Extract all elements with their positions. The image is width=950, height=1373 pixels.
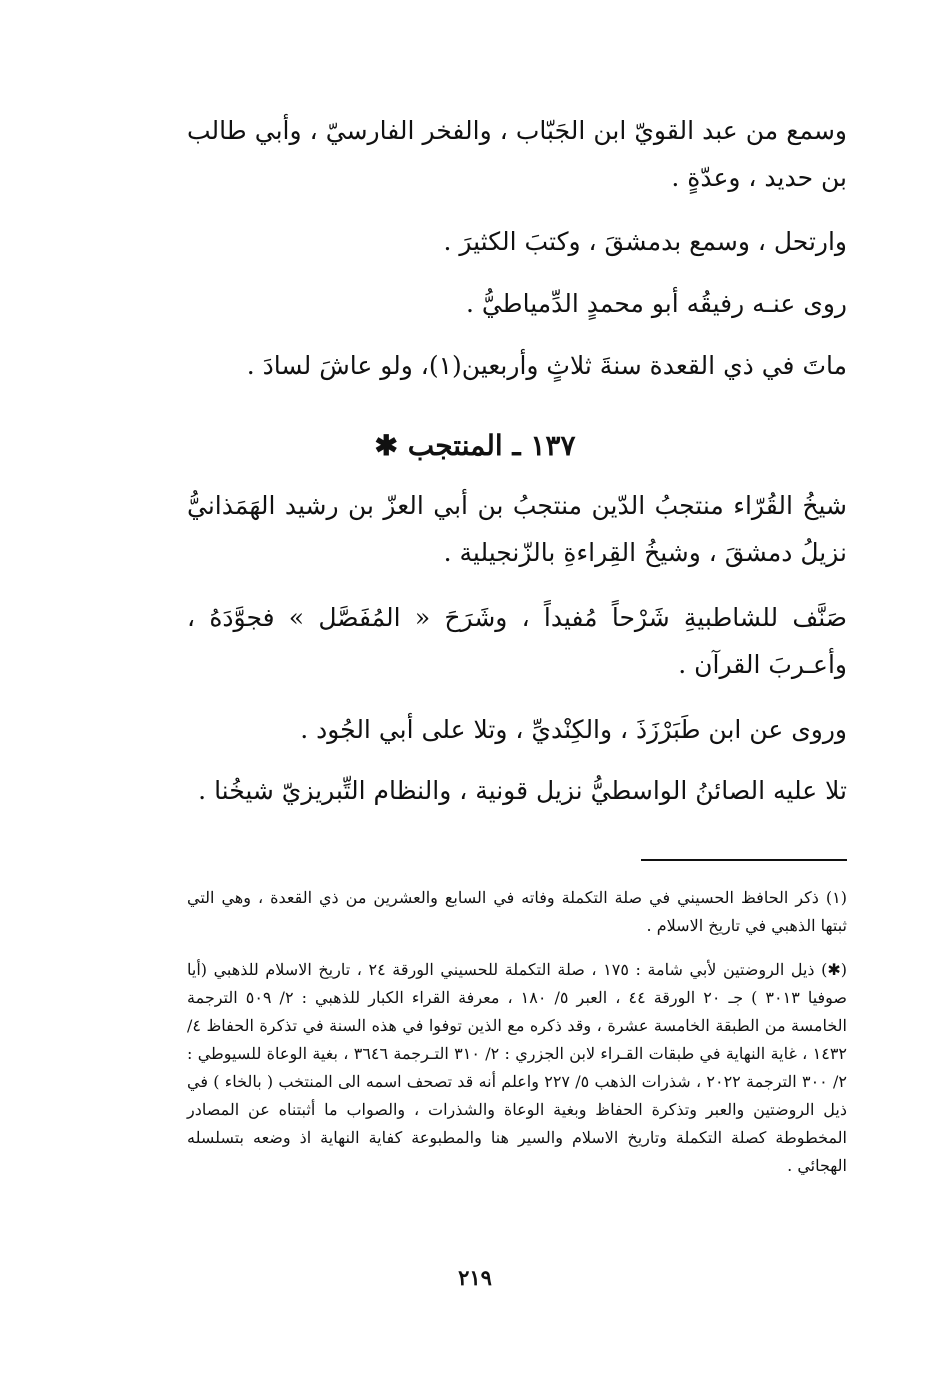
footnote-divider (641, 859, 847, 861)
paragraph-entry-works: صَنَّف للشاطبيةِ شَرْحاً مُفيداً ، وشَرَحَ « المُفَصَّل » فجوَّدَهُ ، وأعـربَ القرآن . (187, 603, 847, 679)
page-number: ٢١٩ (458, 1265, 492, 1290)
footnote-sources: (✱) ذيل الروضتين لأبي شامة : ١٧٥ ، صلة التكملة للحسيني الورقة ٢٤ ، تاريخ الاسلام للذهبي (أيا صوفيا ٣٠١٣ ) جـ ٢٠ الورقة ٤٤ ، العبر ٥/ ١٨٠ ، معرفة القراء الكبار للذهبي : ٢/ ٥٠٩ الترجمة الخامسة من الطبقة الخامسة عشرة ، وقد ذكره مع الذين توفوا في هذه السنة في تذكرة الحفاظ ٤/ ١٤٣٢ ، غاية النهاية في طبقات القـراء لابن الجزري : ٢/ ٣١٠ التـرجمة ٣٦٤٦ ، بغية الوعاة للسيوطي : ٢/ ٣٠٠ الترجمة ٢٠٢٢ ، شذرات الذهب ٥/ ٢٢٧ واعلم أنه قد تصحف اسمه الى المنتخب ( بالخاء ) في ذيل الروضتين والعبر وتذكرة الحفاظ وبغية الوعاة والشذرات ، والصواب ما أثبتناه عن المصادر المخطوطة كصلة التكملة وتاريخ الاسلام والسير هنا والمطبوعة كفاية النهاية اذ وضعه بتسلسله الهجائي . (187, 960, 848, 1175)
paragraph-entry-teachers: وروى عن ابن طَبَرْزَذَ ، والكِنْديِّ ، وتلا على أبي الجُود . (300, 715, 847, 744)
paragraph-narrated: روى عنـه رفيقُه أبو محمدٍ الدِّمياطيُّ . (465, 289, 847, 318)
paragraph-entry-students: تلا عليه الصائنُ الواسطيُّ نزيل قونية ، والنظام التِّبريزيّ شيخُنا . (198, 776, 847, 805)
footnote-1: (١) ذكر الحافظ الحسيني في صلة التكملة وفاته في السابع والعشرين من ذي القعدة ، وهي التي ثبتها الذهبي في تاريخ الاسلام . (187, 888, 847, 935)
paragraph-death: ماتَ في ذي القعدة سنةَ ثلاثٍ وأربعين(١)، ولو عاشَ لسادَ . (246, 351, 847, 380)
paragraph-travelled: وارتحل ، وسمع بدمشقَ ، وكتبَ الكثيرَ . (443, 227, 847, 256)
paragraph-heard-from: وسمع من عبد القويّ ابن الجَبّاب ، والفخر الفارسيّ ، وأبي طالب بن حديد ، وعدّةٍ . (187, 116, 847, 192)
entry-heading: ١٣٧ ـ المنتجب ✱ (374, 429, 576, 462)
paragraph-entry-intro: شيخُ القُرّاء منتجبُ الدّين منتجبُ بن أبي العزّ بن رشيد الهَمَذانيُّ نزيلُ دمشقَ ، وشيخُ القِراءةِ بالزّنجيلية . (187, 491, 847, 567)
